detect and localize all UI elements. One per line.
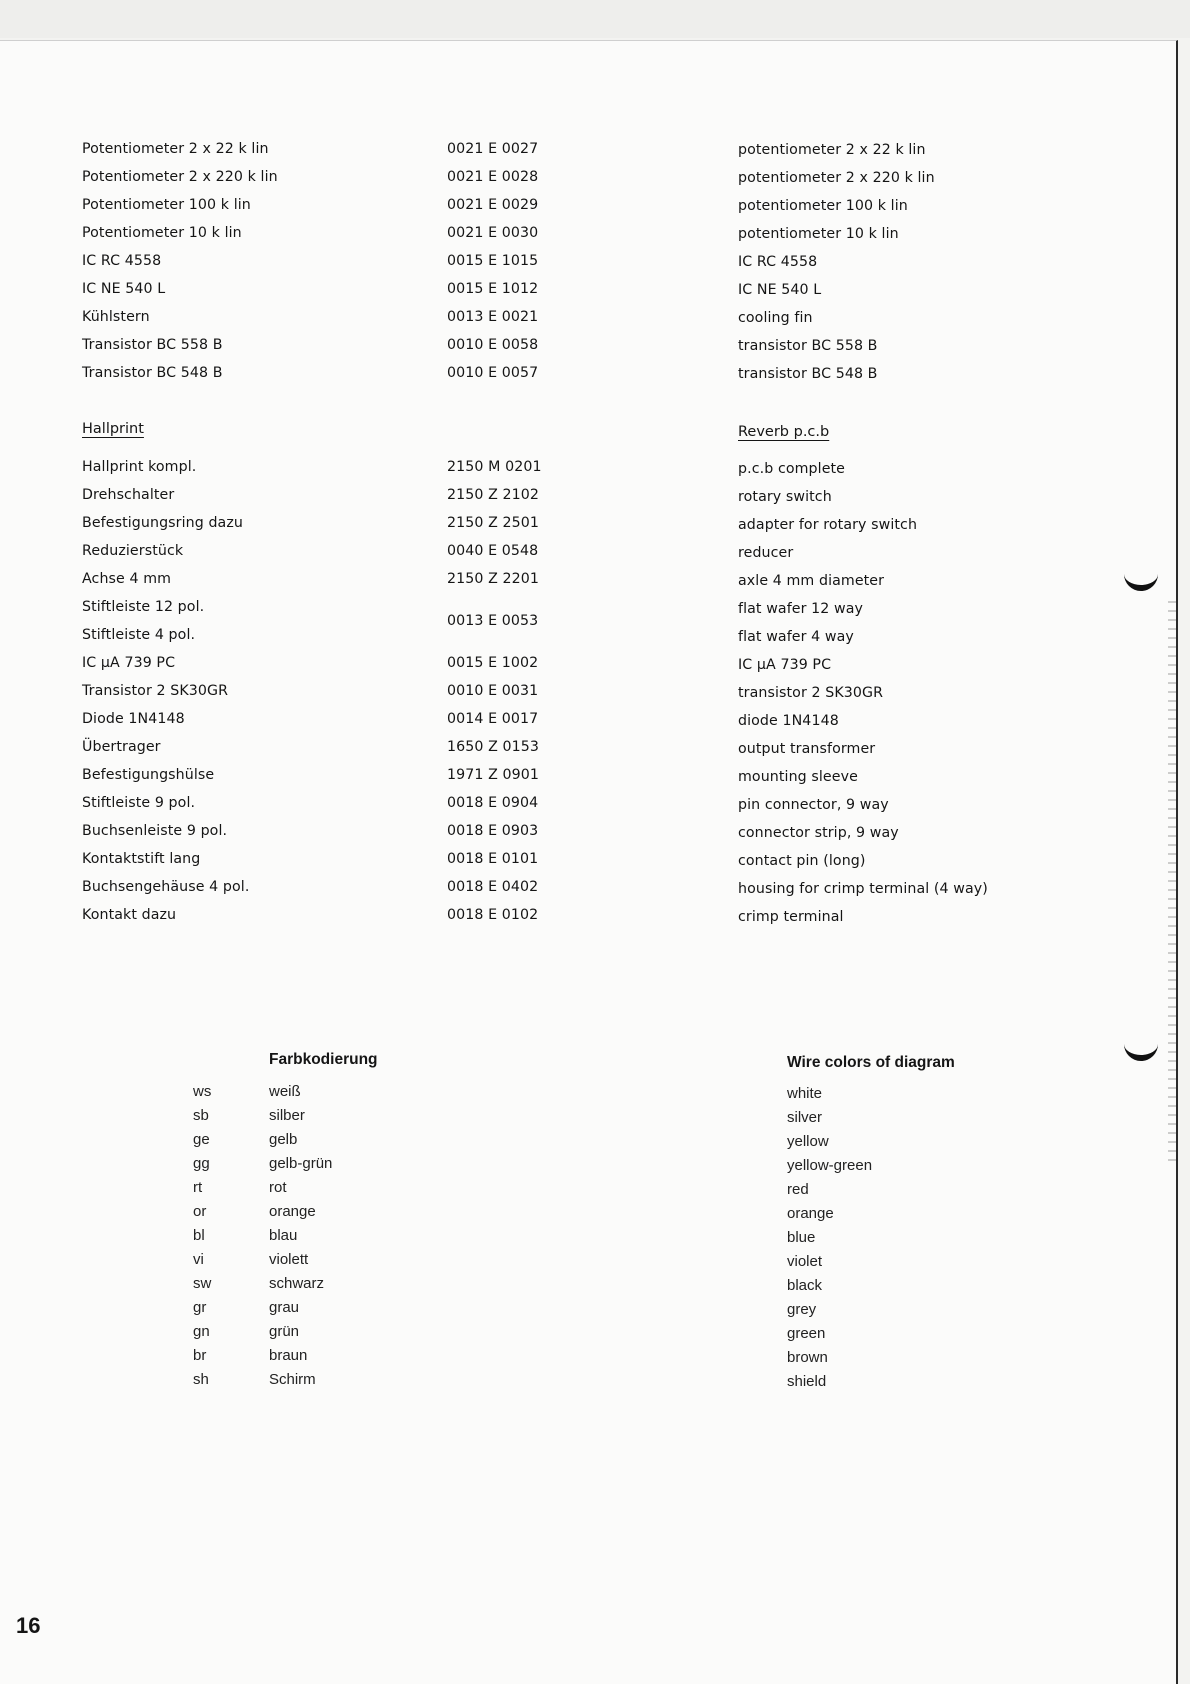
part-code: 0018 E 0904 [447, 795, 539, 811]
binding-clip [1124, 1041, 1158, 1061]
part-de: Übertrager [82, 739, 161, 755]
wire-de: violett [269, 1251, 309, 1268]
part-de: Kontaktstift lang [82, 851, 201, 867]
part-de: Kühlstern [82, 309, 150, 325]
wire-de: grau [269, 1299, 300, 1316]
part-code: 0013 E 0021 [447, 309, 539, 325]
part-en: p.c.b complete [738, 461, 846, 477]
part-en: diode 1N4148 [738, 713, 839, 729]
part-en: connector strip, 9 way [738, 825, 899, 841]
wire-de: schwarz [269, 1275, 325, 1292]
wire-en: yellow-green [787, 1157, 873, 1174]
wire-legend-title-en: Wire colors of diagram [787, 1054, 955, 1071]
wire-abbr: vi [193, 1251, 204, 1268]
part-de: Stiftleiste 9 pol. [82, 795, 196, 811]
part-code: 2150 M 0201 [447, 459, 542, 475]
wire-en: red [787, 1181, 809, 1198]
part-de: Potentiometer 100 k lin [82, 197, 251, 213]
part-en: cooling fin [738, 310, 813, 326]
part-code: 0021 E 0027 [447, 141, 539, 157]
part-de: Befestigungshülse [82, 767, 215, 783]
part-en: contact pin (long) [738, 853, 866, 869]
part-en: adapter for rotary switch [738, 517, 918, 533]
part-en: IC RC 4558 [738, 254, 818, 270]
wire-abbr: or [193, 1203, 207, 1220]
page-edge [1168, 601, 1176, 1161]
part-code: 2150 Z 2102 [447, 487, 540, 503]
wire-en: grey [787, 1301, 817, 1318]
part-code: 0040 E 0548 [447, 543, 539, 559]
wire-legend-title-de: Farbkodierung [269, 1051, 378, 1068]
part-code: 0018 E 0101 [447, 851, 539, 867]
part-code: 0013 E 0053 [447, 613, 539, 629]
part-de: Stiftleiste 4 pol. [82, 627, 196, 643]
scan-background [0, 0, 1190, 38]
part-en: potentiometer 100 k lin [738, 198, 908, 214]
wire-abbr: sw [193, 1275, 212, 1292]
document-page [0, 40, 1178, 1684]
wire-de: gelb-grün [269, 1155, 333, 1172]
binding-clip [1124, 571, 1158, 591]
part-en: crimp terminal [738, 909, 844, 925]
part-en: rotary switch [738, 489, 832, 505]
wire-en: black [787, 1277, 823, 1294]
part-en: flat wafer 4 way [738, 629, 854, 645]
wire-en: white [787, 1085, 823, 1102]
part-de: Diode 1N4148 [82, 711, 185, 727]
part-en: housing for crimp terminal (4 way) [738, 881, 988, 897]
wire-abbr: bl [193, 1227, 205, 1244]
wire-en: orange [787, 1205, 834, 1222]
part-code: 0015 E 1012 [447, 281, 539, 297]
part-de: Drehschalter [82, 487, 175, 503]
part-code: 0010 E 0057 [447, 365, 539, 381]
wire-abbr: rt [193, 1179, 203, 1196]
part-code: 0018 E 0903 [447, 823, 539, 839]
part-code: 0021 E 0029 [447, 197, 539, 213]
part-code: 0021 E 0030 [447, 225, 539, 241]
wire-en: yellow [787, 1133, 829, 1150]
wire-de: silber [269, 1107, 305, 1124]
wire-en: brown [787, 1349, 828, 1366]
part-code: 0018 E 0402 [447, 879, 539, 895]
part-en: axle 4 mm diameter [738, 573, 885, 589]
part-en: potentiometer 2 x 22 k lin [738, 142, 926, 158]
page-number: 16 [16, 1613, 41, 1638]
part-de: Stiftleiste 12 pol. [82, 599, 205, 615]
section-heading-en: Reverb p.c.b [738, 424, 830, 440]
part-code: 2150 Z 2201 [447, 571, 540, 587]
part-en: reducer [738, 545, 794, 561]
wire-abbr: ge [193, 1131, 210, 1148]
wire-de: braun [269, 1347, 308, 1364]
part-de: Befestigungsring dazu [82, 515, 243, 531]
wire-abbr: br [193, 1347, 207, 1364]
part-code: 0018 E 0102 [447, 907, 539, 923]
part-en: potentiometer 10 k lin [738, 226, 899, 242]
part-de: Hallprint kompl. [82, 459, 197, 475]
part-en: transistor BC 548 B [738, 366, 878, 382]
part-en: IC NE 540 L [738, 282, 822, 298]
part-de: IC NE 540 L [82, 281, 166, 297]
part-code: 2150 Z 2501 [447, 515, 540, 531]
wire-de: orange [269, 1203, 316, 1220]
part-en: potentiometer 2 x 220 k lin [738, 170, 935, 186]
part-de: Reduzierstück [82, 543, 184, 559]
part-de: IC RC 4558 [82, 253, 162, 269]
wire-en: blue [787, 1229, 816, 1246]
wire-de: weiß [269, 1083, 301, 1100]
wire-en: silver [787, 1109, 823, 1126]
part-code: 0014 E 0017 [447, 711, 539, 727]
part-en: flat wafer 12 way [738, 601, 864, 617]
part-de: Kontakt dazu [82, 907, 177, 923]
part-de: Potentiometer 2 x 22 k lin [82, 141, 269, 157]
part-code: 0010 E 0031 [447, 683, 539, 699]
part-code: 0010 E 0058 [447, 337, 539, 353]
wire-de: blau [269, 1227, 298, 1244]
part-en: IC μA 739 PC [738, 657, 832, 673]
part-code: 0021 E 0028 [447, 169, 539, 185]
part-de: Buchsenleiste 9 pol. [82, 823, 228, 839]
part-code: 1650 Z 0153 [447, 739, 540, 755]
part-de: Achse 4 mm [82, 571, 172, 587]
wire-abbr: gr [193, 1299, 207, 1316]
wire-de: gelb [269, 1131, 298, 1148]
part-en: output transformer [738, 741, 876, 757]
part-code: 0015 E 1015 [447, 253, 539, 269]
wire-de: grün [269, 1323, 300, 1340]
part-de: Transistor BC 558 B [82, 337, 223, 353]
part-code: 1971 Z 0901 [447, 767, 540, 783]
section-heading-de: Hallprint [82, 421, 144, 437]
part-en: transistor BC 558 B [738, 338, 878, 354]
part-en: pin connector, 9 way [738, 797, 889, 813]
part-en: mounting sleeve [738, 769, 858, 785]
wire-de: rot [269, 1179, 287, 1196]
wire-abbr: gn [193, 1323, 210, 1340]
part-code: 0015 E 1002 [447, 655, 539, 671]
part-de: Potentiometer 2 x 220 k lin [82, 169, 278, 185]
wire-abbr: sh [193, 1371, 209, 1388]
wire-abbr: ws [193, 1083, 212, 1100]
part-de: Transistor BC 548 B [82, 365, 223, 381]
wire-en: shield [787, 1373, 827, 1390]
part-de: Transistor 2 SK30GR [82, 683, 229, 699]
part-de: IC μA 739 PC [82, 655, 176, 671]
wire-en: violet [787, 1253, 823, 1270]
wire-en: green [787, 1325, 826, 1342]
part-de: Buchsengehäuse 4 pol. [82, 879, 250, 895]
wire-abbr: sb [193, 1107, 209, 1124]
wire-de: Schirm [269, 1371, 316, 1388]
part-en: transistor 2 SK30GR [738, 685, 884, 701]
part-de: Potentiometer 10 k lin [82, 225, 242, 241]
wire-abbr: gg [193, 1155, 210, 1172]
